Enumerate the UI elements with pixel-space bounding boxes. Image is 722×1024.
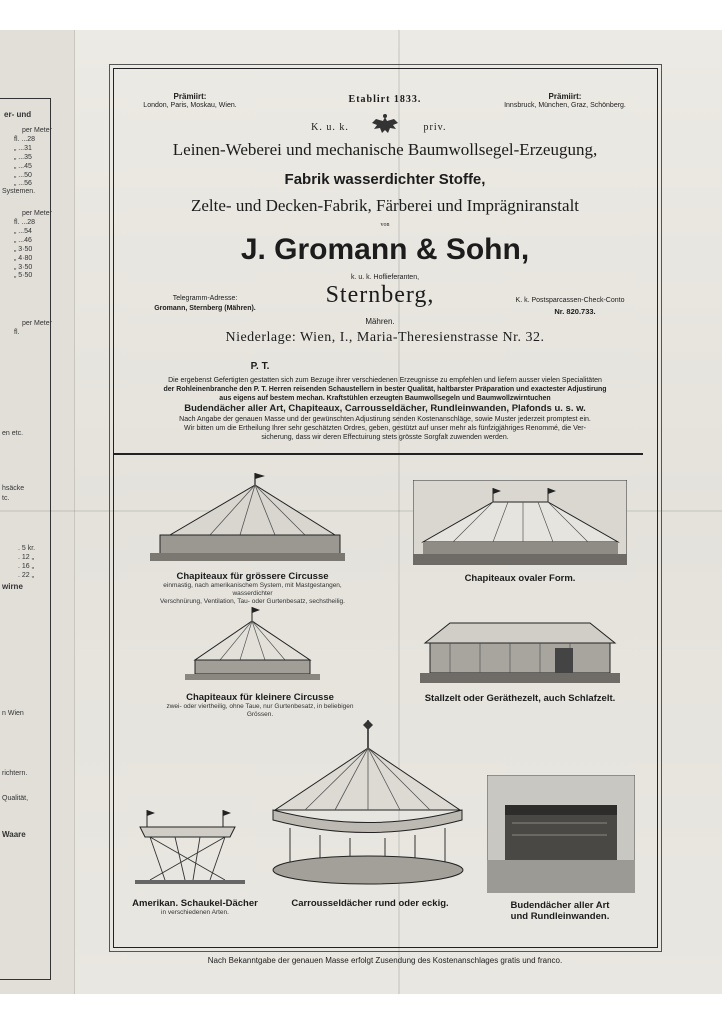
product-description: in verschiedenen Arten.: [161, 909, 229, 916]
left-text: „ 4·80: [14, 255, 33, 262]
purveyor-label: k. u. k. Hoflieferanten,: [350, 274, 420, 281]
carousel-illustration: [265, 720, 470, 890]
left-text: fl. ...28: [14, 219, 36, 226]
product-title: Chapiteaux für kleinere Circusse: [186, 692, 334, 703]
product-caption: [270, 898, 470, 909]
small-circus-tent-illustration: [185, 605, 320, 685]
left-text: per Meter: [22, 320, 52, 327]
telegram-label: Telegramm-Adresse:: [172, 295, 238, 302]
product-title: Carrousseldächer rund oder eckig.: [291, 898, 449, 909]
warehouse-address: Niederlage: Wien, I., Maria-Theresienstrasse Nr. 32.: [225, 330, 545, 345]
product-title: Budendächer aller Art: [510, 900, 610, 911]
product-caption: [420, 573, 620, 584]
headline-tents: Zelte- und Decken-Fabrik, Färberei und Imprägniranstalt: [190, 196, 580, 215]
left-text: . 16 „: [18, 563, 34, 570]
left-text: „ ...31: [14, 145, 32, 152]
left-text: „ ...56: [14, 180, 32, 187]
oval-circus-tent-illustration: [413, 480, 627, 565]
headline-waterproof: Fabrik wasserdichter Stoffe,: [284, 171, 486, 188]
left-text: wirne: [2, 582, 23, 591]
section-divider: [113, 453, 643, 455]
left-text: er- und: [4, 110, 32, 119]
product-caption: [485, 900, 635, 922]
intro-line: Wir bitten um die Ertheilung Ihrer sehr geschätzten Ordres, geben, gestützt auf unser mehr als fünfzigjähriges Renommé, die Ver-: [184, 425, 586, 432]
priv-label: priv.: [423, 122, 447, 133]
intro-line: sicherung, dass wir deren Effectuirung stets grösste Sorgfalt zuwenden werden.: [261, 434, 509, 441]
left-text: per Meter: [22, 210, 52, 217]
left-text: n Wien: [2, 710, 24, 717]
product-description: Verschnürung, Ventilation, Tau- oder Gurtenbesatz, sechstheilig.: [160, 598, 345, 605]
established: Etablirt 1833.: [348, 94, 422, 105]
left-text: . 22 „: [18, 572, 34, 579]
product-description: einmastig, nach amerikanischem System, mit Mastgestangen, wasserdichter: [163, 582, 342, 597]
intro-line: Budendächer aller Art, Chapiteaux, Carrousseldächer, Rundleinwanden, Plafonds u. s. w.: [184, 403, 586, 414]
von-label: von: [380, 222, 390, 228]
awards-left-cities: London, Paris, Moskau, Wien.: [143, 102, 237, 109]
product-caption: [125, 898, 265, 917]
stable-tent-illustration: [420, 608, 620, 688]
left-text: per Meter: [22, 127, 52, 134]
double-eagle-icon: [368, 113, 402, 137]
intro-line: Die ergebenst Gefertigten gestatten sich zum Bezuge ihrer verschiedenen Erzeugnisse zu empfehlen und liefern ausser vielen Specialitäten: [168, 377, 602, 384]
product-title: und Rundleinwanden.: [510, 911, 610, 922]
intro-paragraph: [140, 376, 630, 442]
product-description: zwei- oder viertheilig, ohne Taue, nur Gurtenbesatz, in beliebigen Grössen.: [166, 703, 354, 718]
left-page-fragment: [0, 30, 75, 994]
awards-left-label: Prämiirt:: [173, 92, 207, 101]
booth-roof-photo: [487, 775, 635, 893]
product-title: Amerikan. Schaukel-Dächer: [132, 898, 258, 909]
product-title: Stallzelt oder Geräthezelt, auch Schlafzelt.: [424, 693, 616, 704]
telegram-address: Gromann, Sternberg (Mähren).: [154, 305, 256, 312]
company-name: J. Gromann & Sohn,: [240, 233, 530, 266]
headline-weaving: Leinen-Weberei und mechanische Baumwollsegel-Erzeugung,: [172, 140, 598, 159]
city-sternberg: Sternberg,: [325, 282, 435, 308]
intro-line: der Rohleinenbranche den P. T. Herren reisenden Schaustellern in bester Qualität, haltbarster Präparation und exactester Adjustirung: [163, 386, 607, 393]
intro-line: Nach Angabe der genauen Masse und der gewünschten Adjustirung senden Kostenanschläge, sowie Muster jederzeit promptest ein.: [179, 416, 591, 423]
region-label: Mähren.: [365, 317, 395, 326]
intro-line: aus eigens auf bestem mechan. Kraftstühlen erzeugten Baumwollsegeln und Baumwollzwirntuchen: [219, 395, 551, 402]
left-text: „ ...54: [14, 228, 32, 235]
left-text: en etc.: [2, 430, 24, 437]
postal-account-number: Nr. 820.733.: [554, 307, 596, 316]
left-text: „ ...45: [14, 163, 32, 170]
awards-right-cities: Innsbruck, München, Graz, Schönberg.: [504, 102, 626, 109]
postal-account-label: K. k. Postsparcassen-Check-Conto: [515, 297, 625, 304]
left-text: „ 5·50: [14, 272, 33, 279]
left-text: tc.: [2, 495, 10, 502]
left-text: „ ...35: [14, 154, 32, 161]
awards-right-label: Prämiirt:: [548, 92, 582, 101]
left-text: fl. ...28: [14, 136, 36, 143]
left-text: . 12 „: [18, 554, 34, 561]
left-text: „ ...46: [14, 237, 32, 244]
footer-note: Nach Bekanntgabe der genauen Masse erfolgt Zusendung des Kostenanschlages gratis und franco.: [207, 956, 563, 965]
left-text: richtern.: [2, 770, 28, 777]
left-text: „ ...50: [14, 172, 32, 179]
product-title: Chapiteaux ovaler Form.: [464, 573, 576, 584]
left-text: „ 3·50: [14, 264, 33, 271]
large-circus-tent-illustration: [150, 465, 345, 565]
left-text: Systemen.: [2, 188, 36, 195]
left-text: Waare: [2, 830, 26, 839]
left-text: hsäcke: [2, 485, 25, 492]
left-text: . 5 kr.: [18, 545, 36, 552]
product-caption: [410, 693, 630, 704]
left-text: Qualität,: [2, 795, 29, 802]
swing-roof-illustration: [135, 805, 245, 890]
product-caption: [160, 692, 360, 719]
left-text: „ 3·50: [14, 246, 33, 253]
pt-salutation: P. T.: [250, 361, 270, 372]
product-caption: [150, 571, 355, 606]
kuk-label: K. u. k.: [311, 122, 349, 133]
left-text: fl.: [14, 329, 20, 336]
product-title: Chapiteaux für grössere Circusse: [176, 571, 329, 582]
